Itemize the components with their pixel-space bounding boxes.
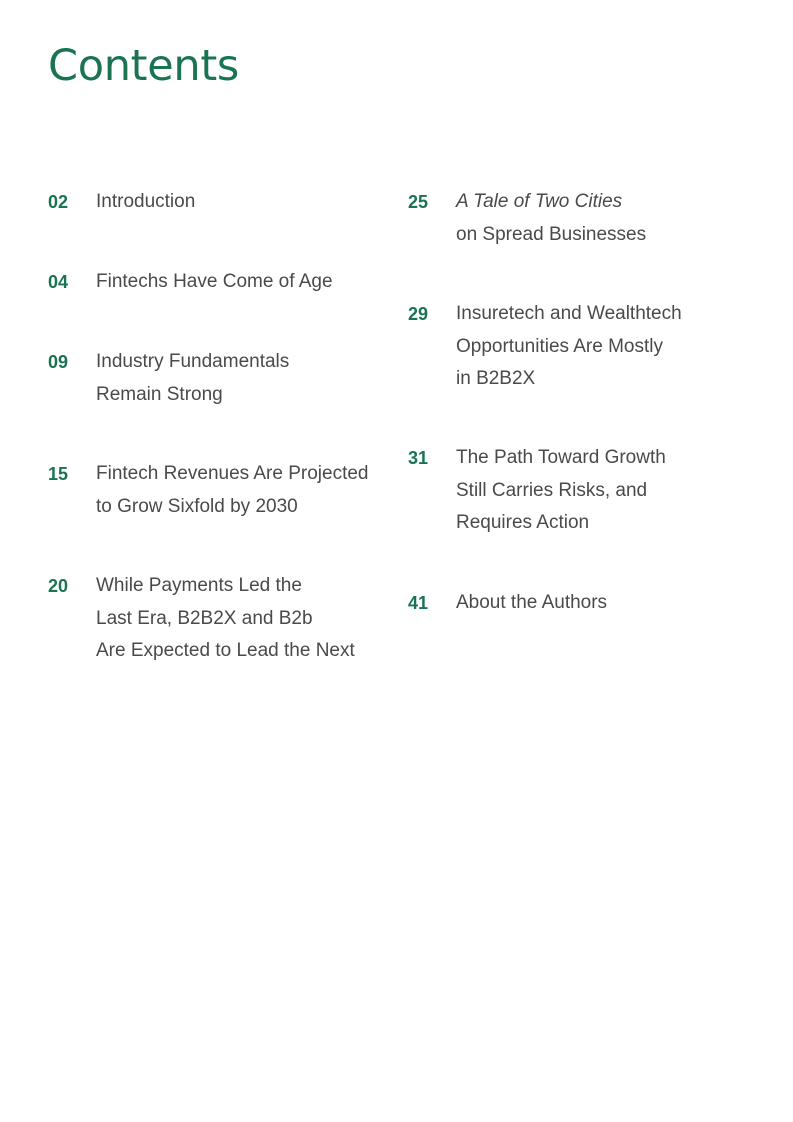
toc-entry-title <box>96 186 195 219</box>
toc-entry-line: Industry Fundamentals <box>96 351 290 372</box>
toc-entry-line: Introduction <box>96 191 196 212</box>
toc-page-number: 15 <box>48 464 69 484</box>
toc-page-number: 02 <box>48 192 69 212</box>
toc-entry-line: on Spread Businesses <box>456 223 647 245</box>
toc-entry-line: Still Carries Risks, and <box>456 479 648 501</box>
toc-entry-line: in B2B2X <box>456 368 536 389</box>
toc-entry-line: Insuretech and Wealthtech <box>456 303 682 324</box>
toc-entry-line: The Path Toward Growth <box>456 447 666 468</box>
toc-entry-line: Last Era, B2B2X and B2b <box>96 607 313 629</box>
toc-entry-title <box>456 442 666 540</box>
toc-entry-about-the-authors[interactable] <box>408 587 748 621</box>
toc-entry-title <box>96 458 369 523</box>
toc-entry-payments-led-last-era[interactable] <box>48 570 388 668</box>
toc-page-number: 31 <box>408 448 429 468</box>
toc-entry-line: Fintechs Have Come of Age <box>96 271 333 292</box>
toc-entry-line: Fintech Revenues Are Projected <box>96 463 369 484</box>
toc-page-number: 41 <box>408 593 429 613</box>
toc-entry-title <box>456 186 646 251</box>
toc-entry-fintechs-come-of-age[interactable] <box>48 266 368 300</box>
toc-entry-title <box>456 587 607 620</box>
toc-entry-path-toward-growth[interactable] <box>408 442 748 540</box>
toc-entry-line: Remain Strong <box>96 383 223 405</box>
toc-entry-line: About the Authors <box>456 592 608 613</box>
toc-entry-fintech-revenues[interactable] <box>48 458 388 524</box>
toc-entry-line: Are Expected to Lead the Next <box>96 640 355 661</box>
toc-entry-line: Requires Action <box>456 512 590 533</box>
toc-entry-industry-fundamentals[interactable] <box>48 346 368 412</box>
toc-entry-title <box>456 298 682 396</box>
toc-page-number: 20 <box>48 576 69 596</box>
toc-entry-line: While Payments Led the <box>96 575 302 596</box>
toc-page-number: 04 <box>48 272 69 292</box>
toc-entry-title <box>96 266 333 299</box>
toc-page-number: 29 <box>408 304 429 324</box>
toc-entry-introduction[interactable] <box>48 186 368 220</box>
toc-entry-title <box>96 346 289 411</box>
toc-entry-line: A Tale of Two Cities <box>456 191 623 212</box>
toc-entry-line: to Grow Sixfold by 2030 <box>96 495 298 517</box>
page-title: Contents <box>48 41 240 91</box>
toc-page-number: 09 <box>48 352 69 372</box>
toc-entry-title <box>96 570 355 668</box>
toc-entry-line: Opportunities Are Mostly <box>456 335 663 357</box>
toc-page-number: 25 <box>408 192 429 212</box>
toc-entry-insuretech-wealthtech[interactable] <box>408 298 748 396</box>
toc-entry-tale-of-two-cities[interactable] <box>408 186 748 252</box>
